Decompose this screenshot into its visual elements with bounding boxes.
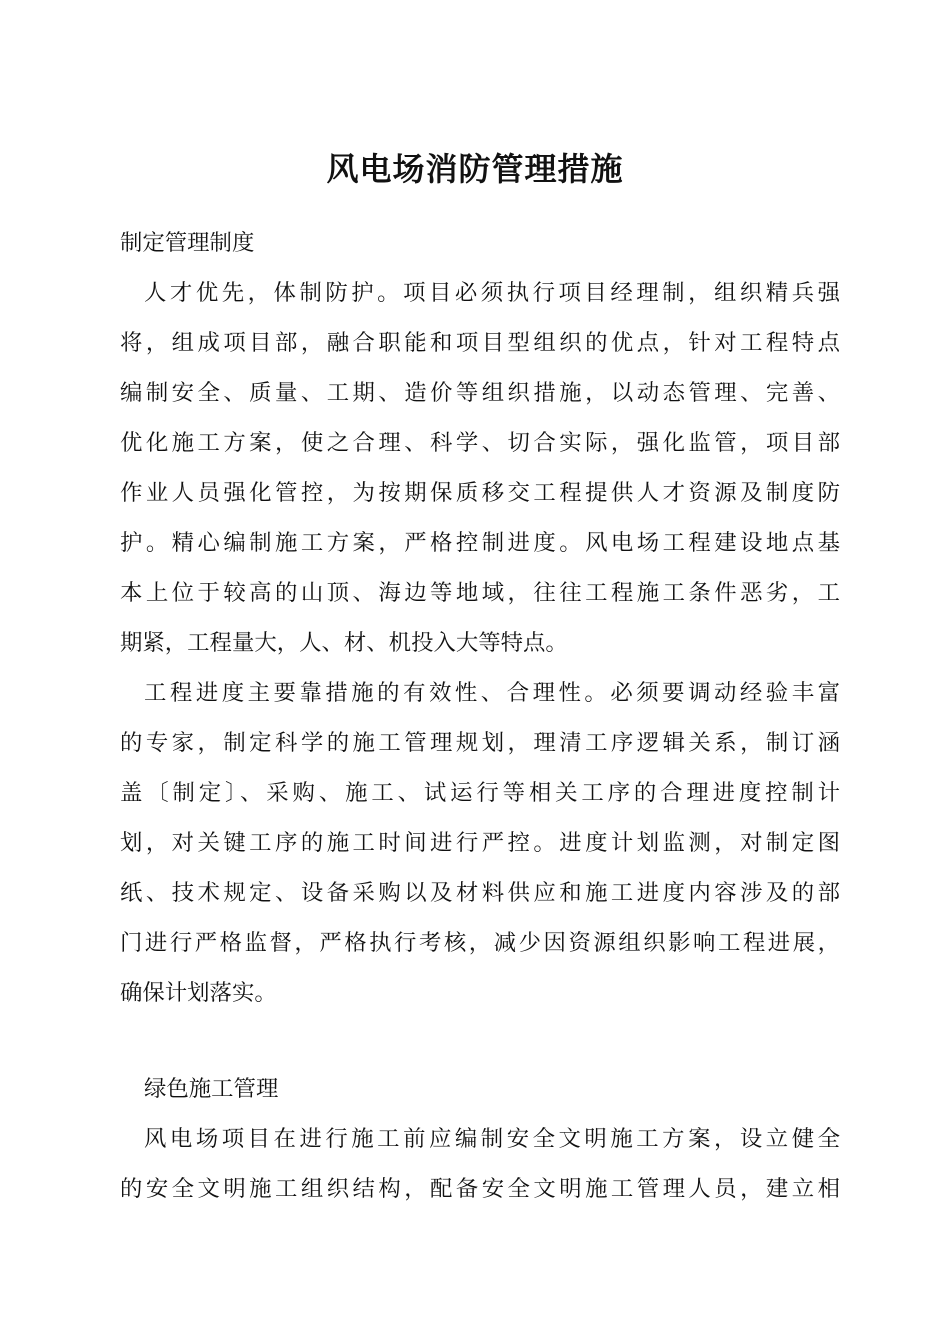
paragraph-schedule-control: [120, 668, 840, 1018]
section-heading-green-construction: [120, 1064, 840, 1114]
paragraph-line: 风电场项目在进行施工前应编制安全文明施工方案，设立健全: [144, 1126, 840, 1152]
document-title: 风电场消防管理措施: [326, 150, 624, 188]
paragraph-line: 将，组成项目部，融合职能和项目型组织的优点，针对工程特点: [120, 330, 840, 356]
paragraph-line: 本上位于较高的山顶、海边等地域，往往工程施工条件恶劣，工: [120, 580, 840, 606]
paragraph-line: 优化施工方案，使之合理、科学、切合实际，强化监管，项目部: [120, 430, 840, 456]
paragraph-line: 确保计划落实。: [120, 980, 277, 1006]
paragraph-line: 作业人员强化管控，为按期保质移交工程提供人才资源及制度防: [120, 480, 840, 506]
paragraph-line: 期紧，工程量大，人、材、机投入大等特点。: [120, 630, 568, 656]
paragraph-line: 盖〔制定〕、采购、施工、试运行等相关工序的合理进度控制计: [120, 780, 840, 806]
paragraph-talent-priority: [120, 268, 840, 668]
section-heading-text: 制定管理制度: [120, 230, 255, 256]
paragraph-line: 编制安全、质量、工期、造价等组织措施，以动态管理、完善、: [120, 380, 840, 406]
paragraph-line: 的安全文明施工组织结构，配备安全文明施工管理人员，建立相: [120, 1176, 840, 1202]
section-heading-text: 绿色施工管理: [144, 1076, 279, 1102]
paragraph-line: 门进行严格监督，严格执行考核，减少因资源组织影响工程进展，: [120, 930, 840, 956]
paragraph-line: 的专家，制定科学的施工管理规划，理清工序逻辑关系，制订涵: [120, 730, 840, 756]
paragraph-line: 护。精心编制施工方案，严格控制进度。风电场工程建设地点基: [120, 530, 840, 556]
paragraph-line: 工程进度主要靠措施的有效性、合理性。必须要调动经验丰富: [144, 680, 840, 706]
paragraph-line: 划，对关键工序的施工时间进行严控。进度计划监测，对制定图: [120, 830, 840, 856]
section-heading-management-system: [120, 218, 840, 268]
paragraph-line: 纸、技术规定、设备采购以及材料供应和施工进度内容涉及的部: [120, 880, 840, 906]
paragraph-safety-plan: [120, 1114, 840, 1214]
paragraph-line: 人才优先，体制防护。项目必须执行项目经理制，组织精兵强: [144, 280, 840, 306]
